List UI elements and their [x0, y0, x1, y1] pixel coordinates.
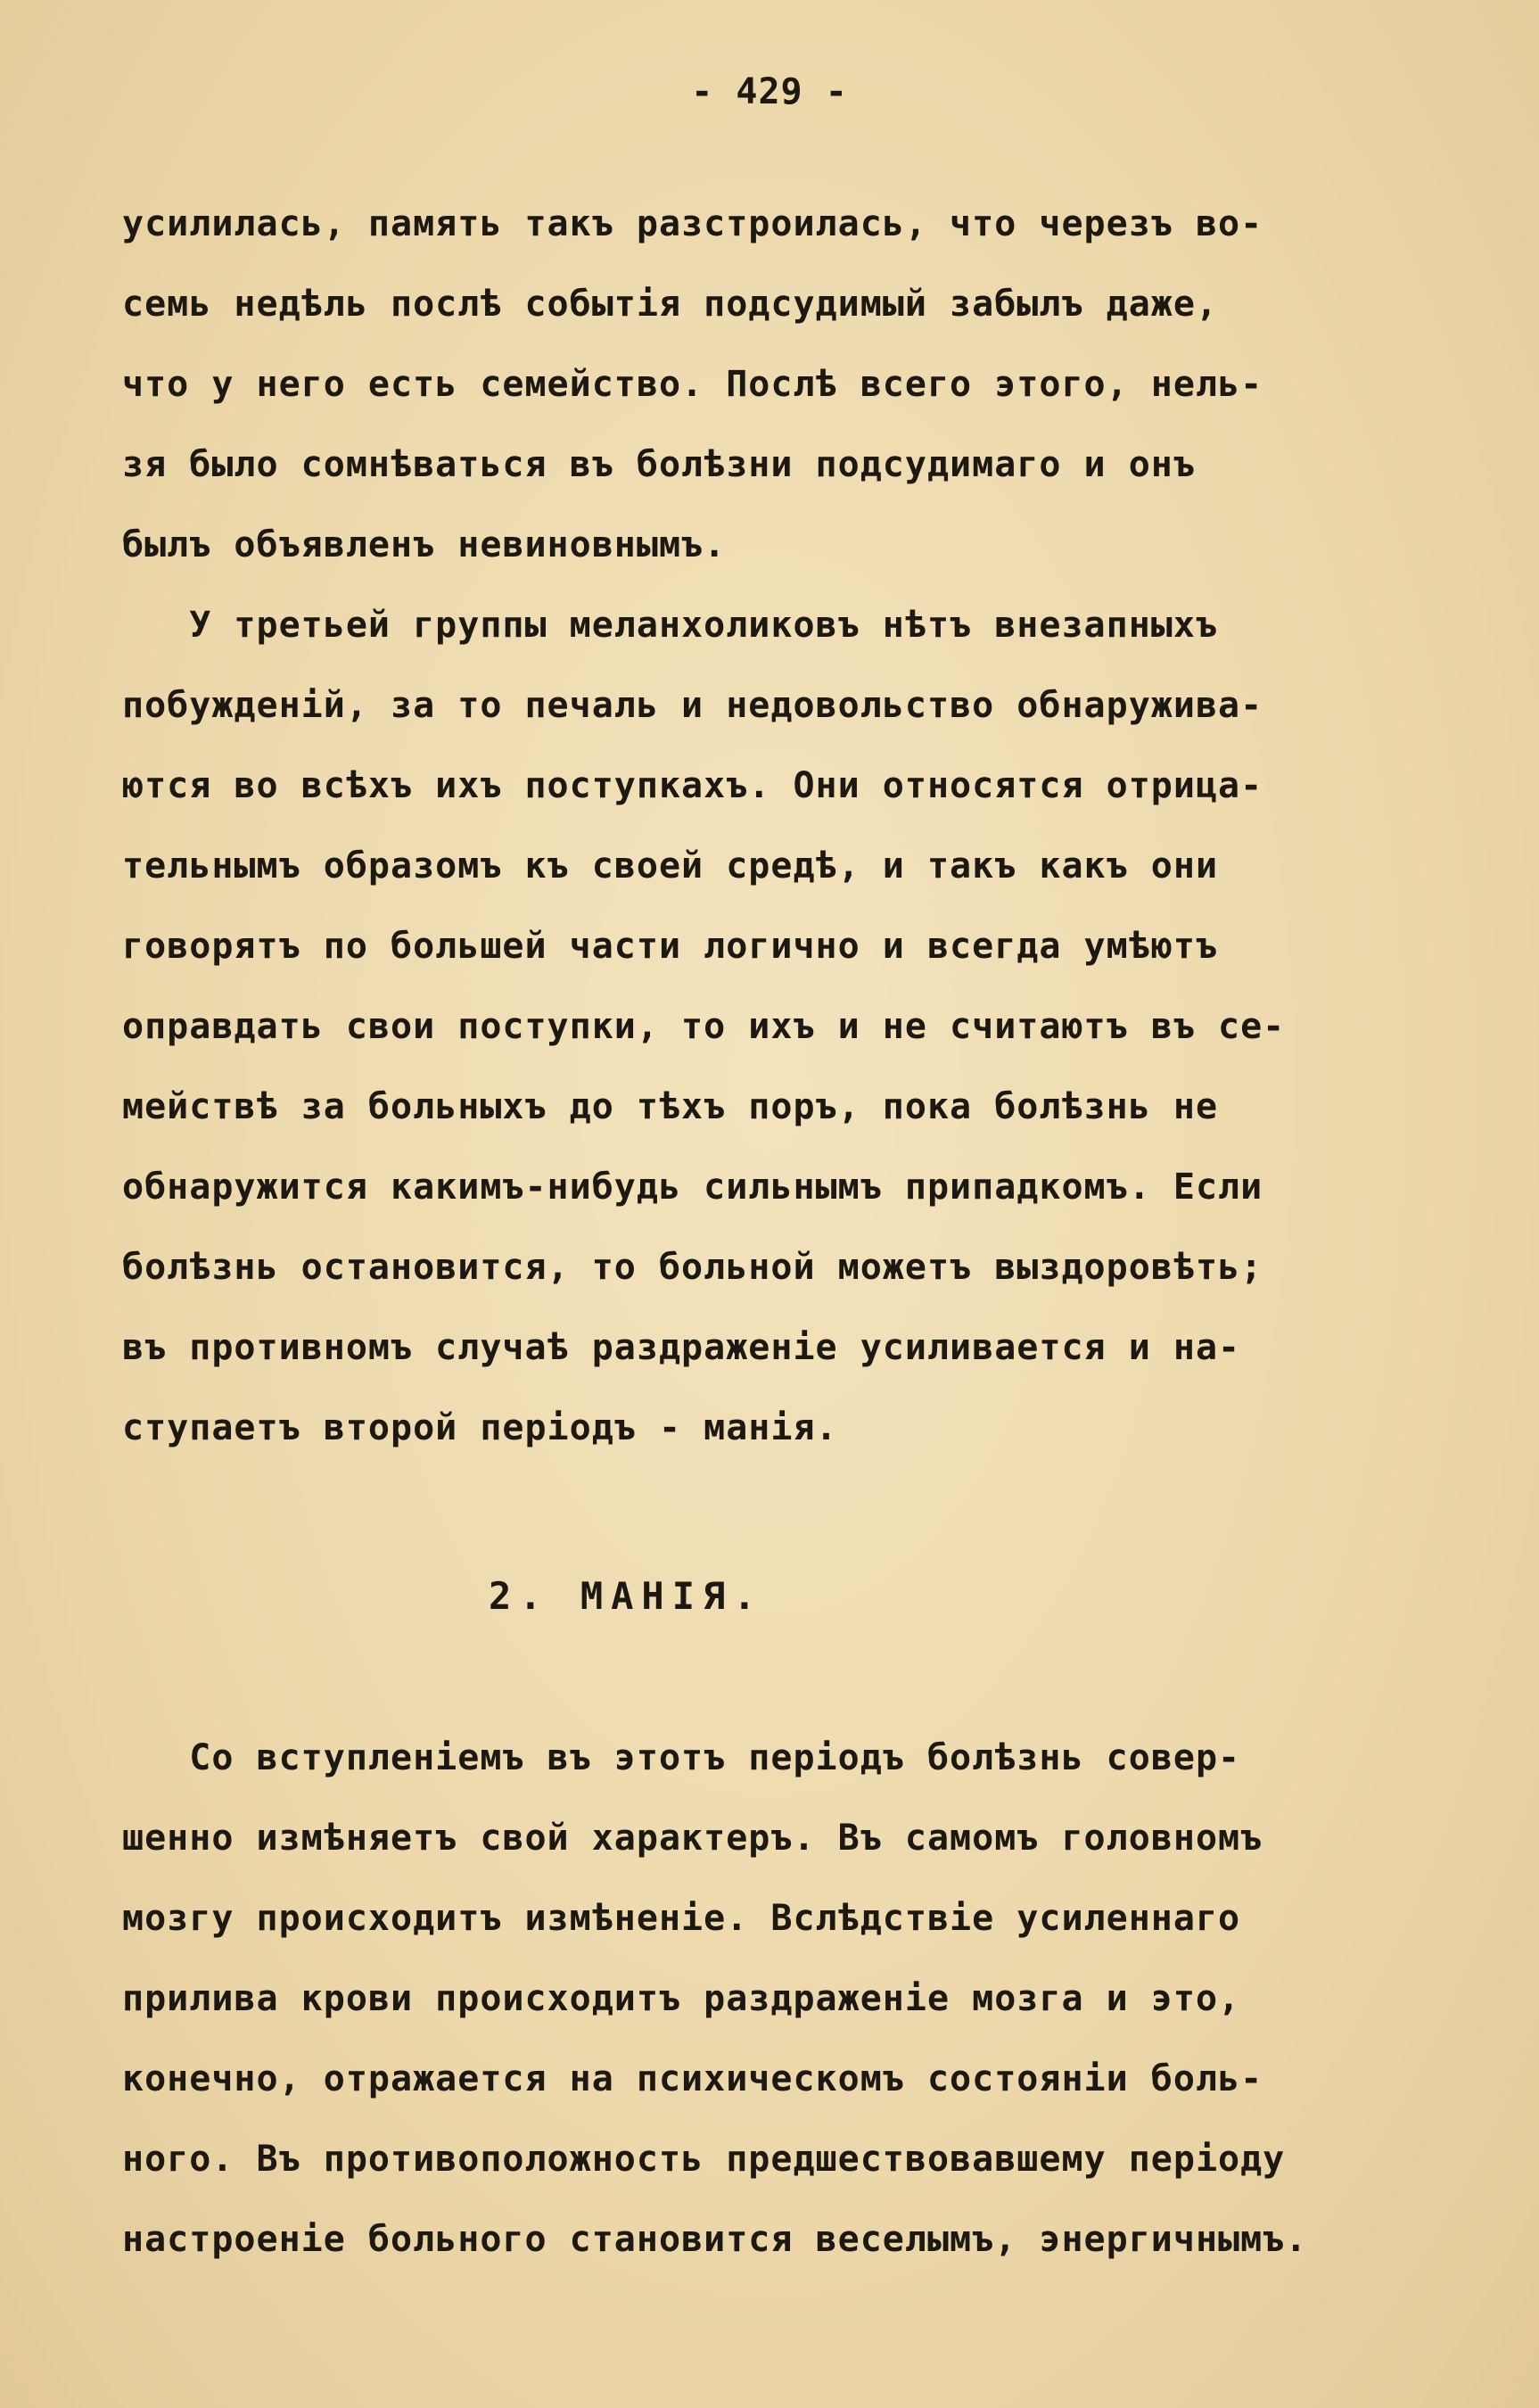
text-line: тельнымъ образомъ къ своей средѣ, и такъ какъ они — [122, 845, 1219, 887]
text-line: мозгу происходитъ измѣненіе. Вслѣдствіе усиленнаго — [122, 1898, 1241, 1939]
text-line: Со вступленіемъ въ этотъ періодъ болѣзнь совер- — [122, 1737, 1241, 1778]
text-line: настроеніе больного становится веселымъ, энергичнымъ. — [122, 2219, 1308, 2260]
text-line: прилива крови происходитъ раздраженіе мозга и это, — [122, 1978, 1241, 2019]
page-number: - 429 - — [691, 71, 848, 112]
text-line: что у него есть семейство. Послѣ всего этого, нель- — [122, 364, 1263, 405]
text-line: У третьей группы меланхоликовъ нѣтъ внезапныхъ — [122, 605, 1219, 646]
text-line: ются во всѣхъ ихъ поступкахъ. Они относятся отрица- — [122, 765, 1263, 806]
text-line: обнаружится какимъ-нибудь сильнымъ припадкомъ. Если — [122, 1167, 1263, 1208]
text-line: побужденій, за то печаль и недовольство обнаружива- — [122, 685, 1263, 726]
text-line: оправдать свои поступки, то ихъ и не считаютъ въ се- — [122, 1006, 1286, 1047]
text-line: семь недѣль послѣ событія подсудимый забылъ даже, — [122, 284, 1219, 325]
text-line: зя было сомнѣваться въ болѣзни подсудимаго и онъ — [122, 444, 1196, 485]
text-line: мействѣ за больныхъ до тѣхъ поръ, пока болѣзнь не — [122, 1086, 1219, 1127]
text-line: конечно, отражается на психическомъ состояніи боль- — [122, 2058, 1263, 2099]
section-heading: 2. МАНІЯ. — [489, 1574, 764, 1618]
text-line: былъ объявленъ невиновнымъ. — [122, 524, 727, 565]
text-line: въ противномъ случаѣ раздраженіе усиливается и на- — [122, 1327, 1241, 1368]
text-line: шенно измѣняетъ свой характеръ. Въ самомъ головномъ — [122, 1818, 1263, 1859]
text-line: ступаетъ второй періодъ - манія. — [122, 1407, 838, 1448]
text-line: говорятъ по большей части логично и всегда умѣютъ — [122, 926, 1219, 967]
text-line: ного. Въ противоположность предшествовавшему періоду — [122, 2139, 1286, 2180]
text-line: болѣзнь остановится, то больной можетъ выздоровѣть; — [122, 1247, 1263, 1288]
text-line: усилилась, память такъ разстроилась, что черезъ во- — [122, 203, 1263, 244]
